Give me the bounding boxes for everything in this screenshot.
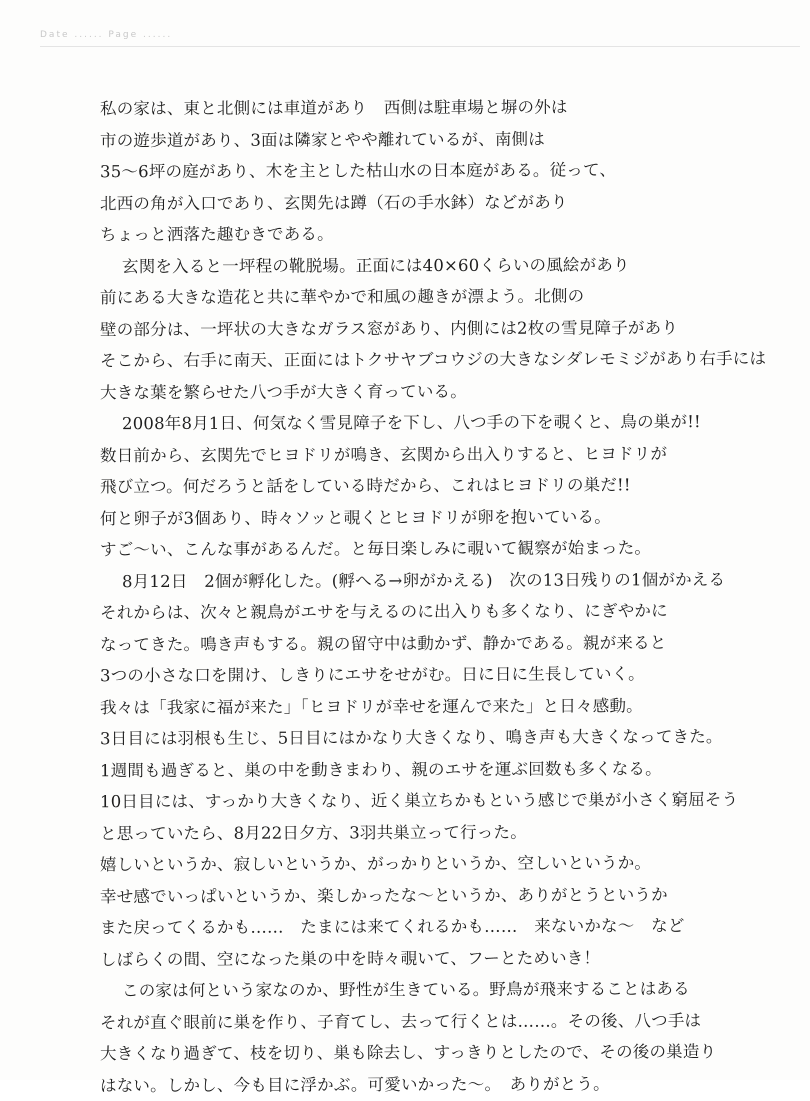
header-rule [40,46,800,47]
letter-line: 1週間も過ぎると、巣の中を動きまわり、親のエサを運ぶ回数も多くなる。 [99,758,662,780]
letter-line: 数日前から、玄関先でヒヨドリが鳴き、玄関から出入りすると、ヒヨドリが [99,443,668,465]
letter-line: そこから、右手に南天、正面にはトクサヤブコウジの大きなシダレモミジがあり右手には [99,348,767,371]
letter-line: 北西の角が入口であり、玄関先は蹲（石の手水鉢）などがあり [99,192,568,213]
letter-line: 大きな葉を繁らせた八つ手が大きく育っている。 [99,381,467,402]
letter-line: 我々は「我家に福が来た」「ヒヨドリが幸せを運んで来た」と日々感動。 [99,695,643,717]
letter-line: 何と卵子が3個あり、時々ソッと覗くとヒヨドリが卵を抱いている。 [99,506,611,528]
letter-line: この家は何という家なのか、野性が生きている。野鳥が飛来することはある [121,979,690,1001]
letter-line: 壁の部分は、一坪状の大きなガラス窓があり、内側には2枚の雪見障子があり [99,317,679,339]
letter-line: 3日目には羽根も生じ、5日目にはかなり大きくなり、鳴き声も大きくなってきた。 [99,727,723,749]
letter-line: ちょっと洒落た趣むきである。 [99,224,334,245]
letter-line: 私の家は、東と北側には車道があり 西側は駐車場と塀の外は [99,97,568,119]
letter-line: 大きくなり過ぎて、枝を切り、巣も除去し、すっきりとしたので、その後の巣造り [99,1042,717,1064]
letter-line: それからは、次々と親鳥がエサを与えるのに出入りも多くなり、にぎやかに [99,601,668,623]
letter-line: また戻ってくるかも…… たまには来てくれるかも…… 来ないかな〜 など [99,916,685,938]
handwritten-letter-body [100,92,800,1100]
letter-line: 3つの小さな口を開け、しきりにエサをせがむ。日に日に生長していく。 [99,664,645,686]
letter-line: すご〜い、こんな事があるんだ。と毎日楽しみに覗いて観察が始まった。 [99,538,652,560]
letter-line: なってきた。鳴き声もする。親の留守中は動かず、静かである。親が来ると [99,632,667,654]
letter-line: それが直ぐ眼前に巣を作り、子育てし、去って行くとは……。その後、八つ手は [99,1010,702,1032]
letter-line: 35〜6坪の庭があり、木を主とした枯山水の日本庭がある。従って、 [99,160,617,182]
letter-line: はない。しかし、今も目に浮かぶ。可愛いかった〜。 ありがとう。 [99,1073,610,1095]
letter-line: 幸せ感でいっぱいというか、楽しかったな〜というか、ありがとうというか [99,884,668,906]
letter-line: 前にある大きな造花と共に華やかで和風の趣きが漂よう。北側の [99,286,585,308]
letter-line: 8月12日 2個が孵化した。(孵へる→卵がかえる) 次の13日残りの1個がかえる [121,569,726,591]
letter-line: しばらくの間、空になった巣の中を時々覗いて、フーとためいき！ [99,947,601,969]
letter-line: 市の遊歩道があり、3面は隣家とやや離れているが、南側は [99,129,545,150]
letter-line: 10日目には、すっかり大きくなり、近く巣立ちかもという感じで巣が小さく窮屈そう [99,789,739,812]
letter-line: 嬉しいというか、寂しいというか、がっかりというか、空しいというか。 [99,853,652,875]
header-faint-marks: Date ...... Page ...... [40,30,173,40]
letter-line: 玄関を入ると一坪程の靴脱場。正面には40×60くらいの風絵があり [121,254,630,276]
letter-line: 飛び立つ。何だろうと話をしている時だから、これはヒヨドリの巣だ!! [99,475,631,497]
letter-line: 2008年8月1日、何気なく雪見障子を下し、八つ手の下を覗くと、鳥の巣が!! [121,412,701,434]
letter-line: と思っていたら、8月22日夕方、3羽共巣立って行った。 [99,822,527,843]
